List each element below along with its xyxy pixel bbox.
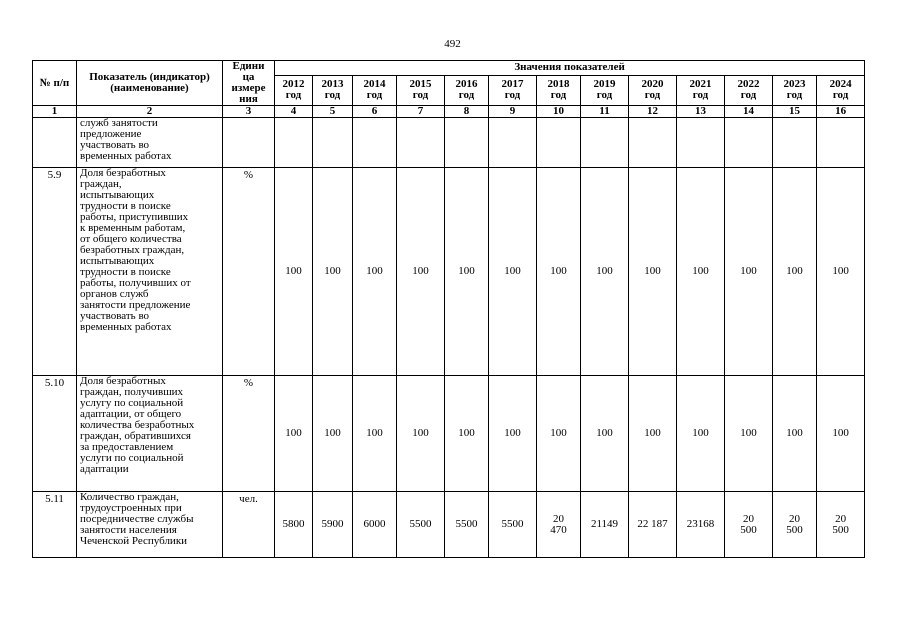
header-year-number: 2018 [547, 78, 570, 91]
table-row [33, 168, 865, 376]
indicator-name-line: Доля безработных [80, 167, 166, 179]
indicator-name-line: участвовать во [80, 310, 150, 322]
row-value-2024: 100 [817, 376, 865, 492]
row-value-2012: 100 [275, 168, 313, 376]
row-indicator-name [77, 376, 223, 492]
header-year-2019 [581, 75, 629, 105]
row-value-2016: 5500 [445, 492, 489, 558]
column-number: 12 [629, 106, 677, 118]
row-number: 5.11 [33, 492, 77, 558]
column-number: 1 [33, 106, 77, 118]
header-year-2018 [537, 75, 581, 105]
row-value-2023 [773, 492, 817, 558]
row-value-2014: 100 [353, 168, 397, 376]
header-year-2022 [725, 75, 773, 105]
header-year-number: 2013 [321, 78, 344, 91]
indicator-name-line: безработных граждан, [80, 244, 185, 256]
row-value-2018: 100 [537, 376, 581, 492]
indicator-name-line: временных работах [80, 150, 172, 162]
header-year-number: 2019 [593, 78, 616, 91]
indicator-name-line: граждан, [80, 178, 122, 190]
column-number: 11 [581, 106, 629, 118]
value-part: 20 [789, 512, 800, 525]
header-year-suffix: год [504, 89, 521, 102]
row-value-2016: 100 [445, 376, 489, 492]
header-year-suffix: год [596, 89, 613, 102]
column-number: 3 [223, 106, 275, 118]
indicator-name-line: работы, приступивших [80, 211, 189, 223]
indicator-name-line: трудоустроенных при [80, 502, 182, 514]
row-value-2022 [725, 118, 773, 168]
row-number: 5.9 [33, 168, 77, 376]
table-body [33, 118, 865, 558]
row-value-2019: 100 [581, 168, 629, 376]
row-value-2023: 100 [773, 376, 817, 492]
row-value-2012: 100 [275, 376, 313, 492]
indicator-name-line: занятости предложение [80, 299, 191, 311]
column-number: 13 [677, 106, 725, 118]
indicator-name-line: Количество граждан, [80, 491, 179, 503]
header-year-suffix: год [692, 89, 709, 102]
row-value-2012 [275, 118, 313, 168]
row-value-2016 [445, 118, 489, 168]
header-year-2020 [629, 75, 677, 105]
indicator-name-line: служб занятости [80, 117, 158, 129]
column-number: 9 [489, 106, 537, 118]
column-number: 14 [725, 106, 773, 118]
table-row [33, 376, 865, 492]
indicator-name-line: испытывающих [80, 189, 155, 201]
row-value-2018: 100 [537, 168, 581, 376]
indicator-name-line: от общего количества [80, 233, 182, 245]
row-value-2014: 100 [353, 376, 397, 492]
header-unit-line: ния [239, 93, 258, 105]
row-value-2016: 100 [445, 168, 489, 376]
indicator-name-line: предложение [80, 128, 142, 140]
table-row [33, 492, 865, 558]
row-value-2015: 100 [397, 168, 445, 376]
column-number: 4 [275, 106, 313, 118]
row-value-2018 [537, 492, 581, 558]
row-value-2017 [489, 118, 537, 168]
header-year-2015 [397, 75, 445, 105]
row-value-2017: 100 [489, 376, 537, 492]
header-values-group: Значения показателей [275, 61, 865, 76]
row-unit: % [223, 376, 275, 492]
row-indicator-name [77, 118, 223, 168]
table-row [33, 118, 865, 168]
row-value-2021 [677, 118, 725, 168]
column-number: 8 [445, 106, 489, 118]
row-value-2017: 100 [489, 168, 537, 376]
row-value-2020 [629, 118, 677, 168]
header-year-2012 [275, 75, 313, 105]
column-number: 10 [537, 106, 581, 118]
header-year-suffix: год [366, 89, 383, 102]
indicator-name-line: адаптации, от общего [80, 408, 182, 420]
value-part: 20 [553, 512, 564, 525]
row-value-2013 [313, 118, 353, 168]
row-indicator-name [77, 492, 223, 558]
header-year-suffix: год [832, 89, 849, 102]
row-value-2024 [817, 118, 865, 168]
header-year-2013 [313, 75, 353, 105]
header-year-number: 2016 [455, 78, 478, 91]
column-number: 2 [77, 106, 223, 118]
value-part: 20 [835, 512, 847, 525]
row-value-2012: 5800 [275, 492, 313, 558]
row-number [33, 118, 77, 168]
row-value-2014: 6000 [353, 492, 397, 558]
column-number: 15 [773, 106, 817, 118]
row-value-2020: 100 [629, 376, 677, 492]
value-part: 500 [740, 523, 757, 536]
row-value-2020: 22 187 [629, 492, 677, 558]
header-year-2016 [445, 75, 489, 105]
indicator-name-line: Доля безработных [80, 375, 166, 387]
indicator-name-line: посредничестве службы [80, 513, 194, 525]
header-year-suffix: год [786, 89, 803, 102]
header-year-number: 2015 [409, 78, 432, 91]
header-year-2024 [817, 75, 865, 105]
row-number: 5.10 [33, 376, 77, 492]
header-year-suffix: год [412, 89, 429, 102]
column-number: 7 [397, 106, 445, 118]
row-value-2017: 5500 [489, 492, 537, 558]
header-year-number: 2021 [689, 78, 712, 91]
value-part: 470 [550, 523, 567, 536]
indicator-name-line: органов служб [80, 288, 149, 300]
header-year-number: 2017 [501, 78, 524, 91]
row-value-2024 [817, 492, 865, 558]
row-value-2020: 100 [629, 168, 677, 376]
row-value-2015: 5500 [397, 492, 445, 558]
indicator-name-line: к временным работам, [80, 222, 186, 234]
header-indicator: Показатель (индикатор) (наименование) [77, 61, 223, 106]
header-year-suffix: год [740, 89, 757, 102]
indicator-name-line: занятости населения [80, 524, 177, 536]
row-value-2023: 100 [773, 168, 817, 376]
row-value-2022: 100 [725, 376, 773, 492]
row-value-2024: 100 [817, 168, 865, 376]
header-year-2017 [489, 75, 537, 105]
header-unit-line: измере [231, 82, 266, 94]
row-value-2021: 100 [677, 168, 725, 376]
row-value-2022 [725, 492, 773, 558]
row-value-2018 [537, 118, 581, 168]
indicator-name-line: участвовать во [80, 139, 150, 151]
column-number: 5 [313, 106, 353, 118]
row-value-2013: 5900 [313, 492, 353, 558]
indicator-name-line: трудности в поиске [80, 266, 171, 278]
header-year-2014 [353, 75, 397, 105]
header-year-suffix: год [285, 89, 302, 102]
indicator-name-line: количества безработных [80, 419, 195, 431]
row-value-2021: 100 [677, 376, 725, 492]
row-unit: чел. [223, 492, 275, 558]
row-value-2019 [581, 118, 629, 168]
column-number: 16 [817, 106, 865, 118]
header-year-number: 2022 [737, 78, 760, 91]
row-value-2014 [353, 118, 397, 168]
row-value-2019: 21149 [581, 492, 629, 558]
value-part: 500 [786, 523, 803, 536]
page-number: 492 [444, 38, 461, 50]
header-year-2021 [677, 75, 725, 105]
value-part: 500 [832, 523, 849, 536]
indicator-name-line: за предоставлением [80, 441, 174, 453]
row-indicator-name [77, 168, 223, 376]
header-unit-line: Едини [232, 60, 265, 72]
indicators-table [32, 60, 865, 558]
row-value-2019: 100 [581, 376, 629, 492]
row-value-2022: 100 [725, 168, 773, 376]
indicator-name-line: испытывающих [80, 255, 155, 267]
row-value-2015 [397, 118, 445, 168]
row-value-2013: 100 [313, 376, 353, 492]
header-year-number: 2020 [641, 78, 664, 91]
row-value-2023 [773, 118, 817, 168]
row-value-2015: 100 [397, 376, 445, 492]
header-unit-line: ца [242, 71, 255, 83]
header-unit [223, 61, 275, 106]
header-year-number: 2024 [829, 78, 852, 91]
header-year-number: 2023 [783, 78, 806, 91]
header-year-suffix: год [550, 89, 567, 102]
header-year-2023 [773, 75, 817, 105]
header-year-number: 2012 [282, 78, 305, 91]
value-part: 20 [743, 512, 754, 525]
row-unit: % [223, 168, 275, 376]
header-row-top [33, 61, 865, 76]
row-value-2013: 100 [313, 168, 353, 376]
column-number-row [33, 106, 865, 118]
indicator-name-line: временных работах [80, 321, 172, 333]
header-year-suffix: год [324, 89, 341, 102]
indicator-name-line: работы, получивших от [80, 277, 191, 289]
column-number: 6 [353, 106, 397, 118]
indicator-name-line: Чеченской Республики [80, 535, 188, 547]
header-year-suffix: год [458, 89, 475, 102]
indicator-name-line: услуги по социальной [80, 452, 184, 464]
header-year-suffix: год [644, 89, 661, 102]
indicator-name-line: адаптации [80, 463, 129, 475]
row-value-2021: 23168 [677, 492, 725, 558]
indicator-name-line: услугу по социальной [80, 397, 184, 409]
indicator-name-line: граждан, обратившихся [80, 430, 191, 442]
indicator-name-line: трудности в поиске [80, 200, 171, 212]
row-unit [223, 118, 275, 168]
header-num: № п/п [33, 61, 77, 106]
indicator-name-line: граждан, получивших [80, 386, 184, 398]
header-year-number: 2014 [363, 78, 386, 91]
